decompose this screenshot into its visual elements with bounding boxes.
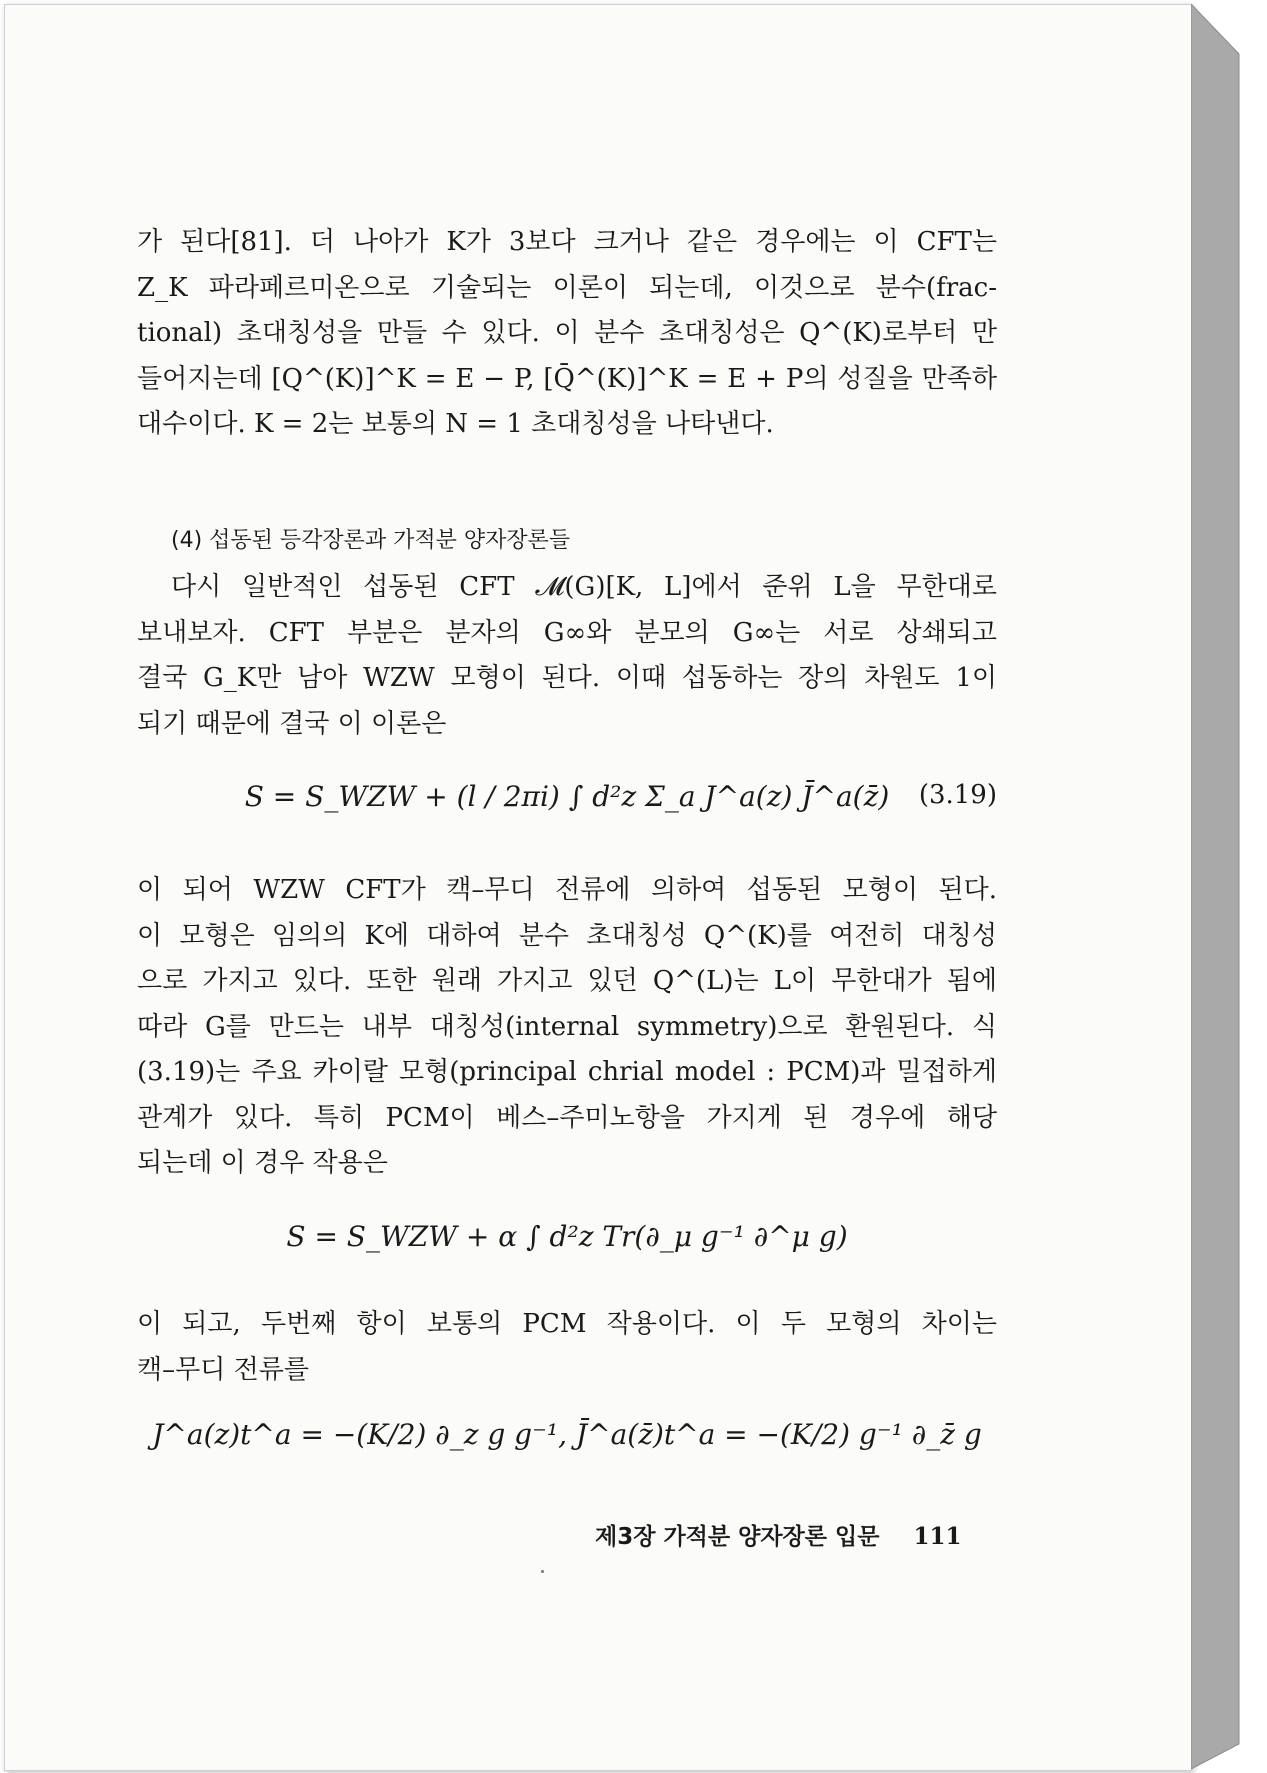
text-line: Z_K 파라페르미온으로 기술되는 이론이 되는데, 이것으로 분수(frac- xyxy=(137,272,997,303)
text-line: 들어지는데 [Q^(K)]^K = E − P, [Q̄^(K)]^K = E + P의 성질을 만족하 xyxy=(137,363,997,394)
text-line: 관계가 있다. 특히 PCM이 베스–주미노항을 가지게 된 경우에 해당 xyxy=(137,1102,997,1133)
text-line: (3.19)는 주요 카이랄 모형(principal chrial model : PCM)과 밀접하게 xyxy=(137,1057,997,1087)
paragraph-3 xyxy=(137,868,997,1187)
text-line: 결국 G_K만 남아 WZW 모형이 된다. 이때 섭동하는 장의 차원도 1이 xyxy=(137,663,997,693)
text-line: tional) 초대칭성을 만들 수 있다. 이 분수 초대칭성은 Q^(K)로부터 만 xyxy=(137,318,997,348)
section-title: (4) 섭동된 등각장론과 가적분 양자장론들 xyxy=(171,528,571,553)
text-line: 으로 가지고 있다. 또한 원래 가지고 있던 Q^(L)는 L이 무한대가 됨에 xyxy=(137,966,997,996)
text-line: 되는데 이 경우 작용은 xyxy=(137,1148,388,1178)
equation-3-19 xyxy=(137,760,997,850)
text-line: 가 된다[81]. 더 나아가 K가 3보다 크거나 같은 경우에는 이 CFT는 xyxy=(137,227,997,257)
paragraph-2 xyxy=(137,565,997,747)
page-footer xyxy=(595,1518,961,1551)
speck xyxy=(541,1570,544,1573)
chapter-title: 제3장 가적분 양자장론 입문 xyxy=(595,1524,880,1550)
equation-expression: S = S_WZW + α ∫ d²z Tr(∂_μ g⁻¹ ∂^μ g) xyxy=(286,1220,848,1253)
equation-expression: S = S_WZW + (l / 2πi) ∫ d²z Σ_a J^a(z) J̄^a(z̄) xyxy=(244,780,890,813)
text-line: 되기 때문에 결국 이 이론은 xyxy=(137,708,447,739)
paragraph-1 xyxy=(137,220,997,448)
text-line: 이 되고, 두번째 항이 보통의 PCM 작용이다. 이 두 모형의 차이는 xyxy=(137,1309,997,1339)
text-line: 캑–무디 전류를 xyxy=(137,1354,309,1385)
text-line: 이 모형은 임의의 K에 대하여 분수 초대칭성 Q^(K)를 여전히 대칭성 xyxy=(137,920,997,951)
text-line: 다시 일반적인 섭동된 CFT 𝓜(G)[K, L]에서 준위 L을 무한대로 xyxy=(171,572,997,602)
page-number: 111 xyxy=(913,1523,962,1550)
equation-expression: J^a(z)t^a = −(K/2) ∂_z g g⁻¹, J̄^a(z̄)t^a = −(K/2) g⁻¹ ∂_z̄ g xyxy=(152,1418,982,1451)
equation-action xyxy=(137,1200,997,1290)
text-line: 따라 G를 만드는 내부 대칭성(internal symmetry)으로 환원된다. 식 xyxy=(137,1011,997,1042)
text-line: 이 되어 WZW CFT가 캑–무디 전류에 의하여 섭동된 모형이 된다. xyxy=(137,875,997,905)
page-edge xyxy=(1191,4,1247,1769)
text-line: 대수이다. K = 2는 보통의 N = 1 초대칭성을 나타낸다. xyxy=(137,409,774,439)
equation-number: (3.19) xyxy=(918,780,997,810)
text-line: 보내보자. CFT 부분은 분자의 G∞와 분모의 G∞는 서로 상쇄되고 xyxy=(137,617,997,648)
equation-currents xyxy=(137,1398,997,1488)
paragraph-4 xyxy=(137,1302,997,1393)
